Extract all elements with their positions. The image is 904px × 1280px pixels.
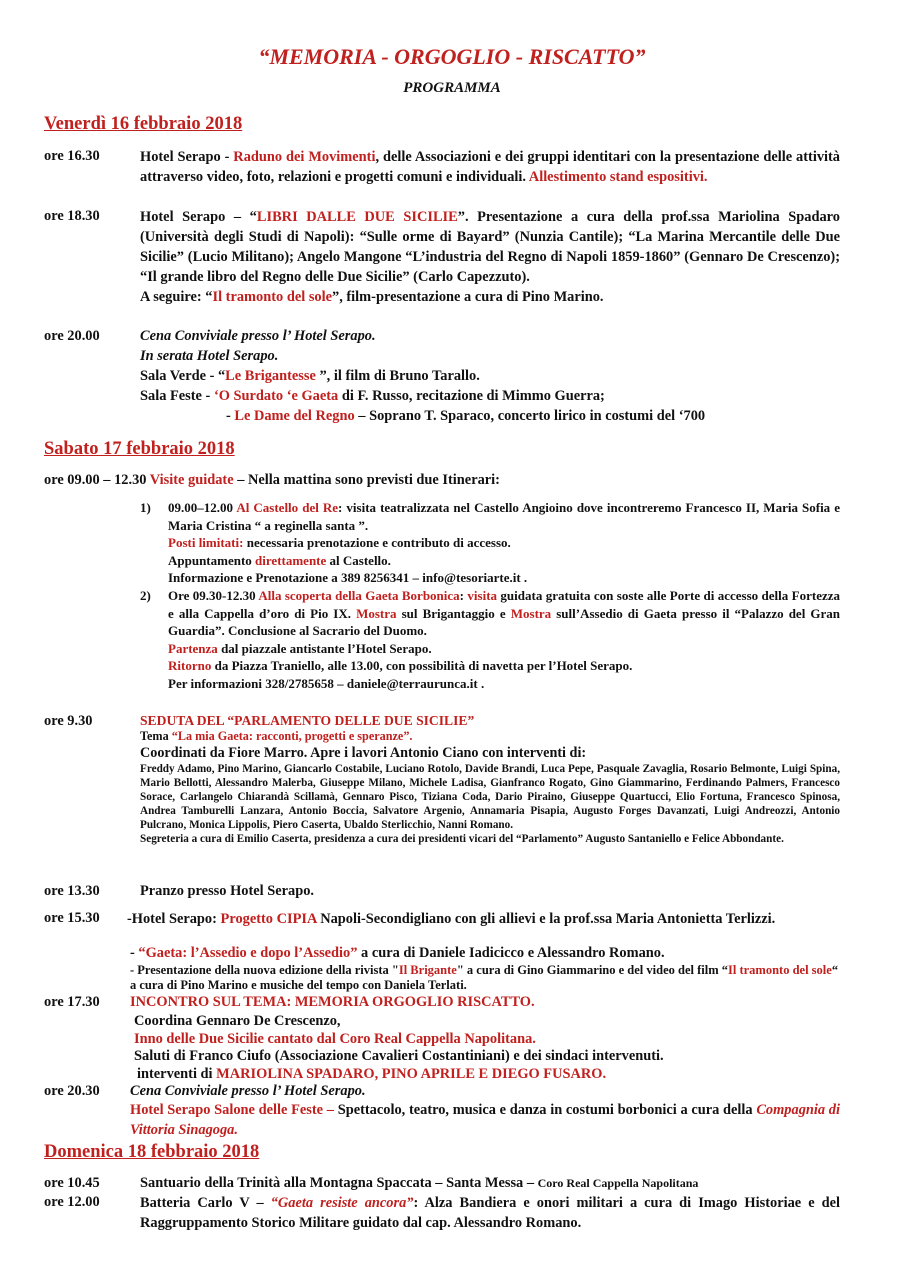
event-text: al Castello.	[326, 552, 391, 568]
event-sun-1200	[140, 1193, 840, 1233]
event-text: ”, il film di Bruno Tarallo.	[319, 368, 480, 384]
event-text: – Soprano T. Sparaco, concerto lirico in costumi del ‘700	[354, 408, 706, 424]
coordinators-line: Coordinati da Fiore Marro. Apre i lavori Antonio Ciano con interventi di:	[140, 745, 587, 761]
event-text: ”, film-presentazione a cura di Pino Marino.	[332, 289, 604, 305]
time-sat-1330: ore 13.30	[44, 883, 100, 899]
info-line: Informazione e Prenotazione a 389 8256341 – info@tesoriarte.it .	[168, 570, 528, 585]
event-highlight: Posti limitati:	[168, 535, 244, 550]
event-text: Tema	[140, 729, 172, 743]
event-text: ore 09.00 – 12.30	[44, 472, 150, 488]
event-text: Napoli-Secondigliano con gli allievi e la prof.ssa Maria Antonietta Terlizzi.	[316, 911, 776, 927]
brigante-line	[130, 963, 840, 993]
event-highlight: “Gaeta resiste ancora”	[270, 1195, 414, 1211]
interventi-line	[137, 1066, 606, 1083]
event-text: Santuario della Trinità alla Montagna Spaccata – Santa Messa –	[140, 1175, 538, 1191]
event-text: Hotel Serapo – “	[140, 209, 257, 225]
event-highlight: MARIOLINA SPADARO, PINO APRILE E DIEGO FUSARO.	[216, 1066, 607, 1082]
coordina-line: Coordina Gennaro De Crescenzo,	[134, 1013, 341, 1029]
event-highlight: Il tramonto del sole	[728, 963, 832, 977]
event-text: -	[226, 408, 235, 424]
event-text: ”. Presentazione a cura della prof.ssa Mariolina Spadaro (Università degli Studi di Napoli): “Sulle orme di Bayard” (Nunzia Cantile); “La Marina Mercantile delle Due Sicilie” (Lucio Militano); Angelo Mangone “L’industria del Regno di Napoli 1859-1860” (Gennaro De Crescenzo); “Il grande libro del Regno delle Due Sicilie” (Carlo Capezzuto).	[140, 209, 840, 285]
event-highlight: Le Brigantesse	[225, 368, 320, 384]
event-text: -Hotel Serapo:	[127, 911, 221, 927]
time-sat-2030: ore 20.30	[44, 1083, 100, 1099]
event-fri-1630	[140, 147, 840, 187]
event-text: “ a cura di Pino Marino e musiche del tempo con Daniela Terlati.	[130, 963, 839, 992]
event-text: sull’Assedio di Gaeta presso il “Palazzo del Gran Guardia”. Conclusione al Sacrario del Duomo.	[168, 605, 840, 638]
event-text: -	[130, 945, 139, 961]
event-text: : visita teatralizzata nel Castello Angioino dove incontreremo Francesco II, Maria Sofia e Maria Cristina “ a reginella santa ”.	[168, 500, 840, 533]
time-sun-1200: ore 12.00	[44, 1194, 100, 1210]
event-highlight: Le Dame del Regno	[234, 408, 355, 424]
event-text: Appuntamento	[168, 552, 256, 568]
event-text: , delle Associazioni e dei gruppi identitari con la presentazione delle attività attraverso video, foto, relazioni e progetti comuni e individuali.	[140, 149, 840, 185]
event-highlight: Mostra	[356, 605, 397, 621]
secretariat-line: Segreteria a cura di Emilio Caserta, presidenza a cura dei presidenti vicari del “Parlamento” Augusto Santaniello e Felice Abbondante.	[140, 833, 784, 845]
event-highlight: Hotel Serapo Salone delle Feste –	[130, 1102, 338, 1118]
salone-feste-block	[130, 1100, 840, 1140]
event-highlight: Mostra	[510, 605, 552, 621]
event-text: guidata gratuita con soste alle Porte di accesso della Fortezza e alla Cappella d’oro di Pio IX.	[168, 588, 841, 621]
page-title: “MEMORIA - ORGOGLIO - RISCATTO”	[258, 44, 646, 69]
event-text: Batteria Carlo V –	[140, 1195, 271, 1211]
event-text: di F. Russo, recitazione di Mimmo Guerra;	[338, 388, 605, 404]
event-highlight: Al Castello del Re	[236, 500, 339, 515]
time-fri-1630: ore 16.30	[44, 148, 100, 164]
event-text: necessaria prenotazione e contributo di accesso.	[243, 535, 511, 550]
event-highlight: Allestimento stand espositivi.	[528, 169, 708, 185]
event-text: interventi di	[137, 1066, 217, 1082]
visits-line	[44, 472, 500, 489]
dinner-note-sat: Cena Conviviale presso l’ Hotel Serapo.	[130, 1083, 366, 1099]
speakers-list: Freddy Adamo, Pino Marino, Giancarlo Costabile, Luciano Rotolo, Davide Brandi, Luca Pepe, Pasquale Zavaglia, Rosario Belmonte, Luigi Spina, Mario Bellotti, Alessandro Malerba, Giuseppe Milano, Michele Ladisa, Gianfranco Rogato, Gino Giammarino, Ferdinando Palmers, Francesco Sorace, Carlangelo Chiarandà Scillamà, Gennaro Pisco, Tiziana Coda, Dario Piraino, Giuseppe Quartucci, Elio Fortuna, Francesco Spinosa, Andrea Tamburelli Lanzara, Antonio Boccia, Salvatore Argenio, Annamaria Pisapia, Augusto Forges Davanzati, Luigi Andreozzi, Antonio Pulcrano, Monica Lippolis, Piero Caserta, Ubaldo Sterlicchio, Nanni Romano.	[140, 763, 840, 831]
event-highlight: Il tramonto del sole	[212, 289, 332, 305]
event-sat-1530	[127, 909, 840, 929]
list-number: 1)	[140, 500, 151, 515]
event-text: dal piazzale antistante l’Hotel Serapo.	[217, 640, 432, 656]
event-highlight: “La mia Gaeta: racconti, progetti e speranze”.	[171, 729, 413, 743]
event-fri-1830	[140, 207, 840, 307]
event-highlight: Visite guidate	[149, 472, 234, 488]
time-sat-0930: ore 9.30	[44, 713, 93, 729]
event-text: sul Brigantaggio e	[396, 605, 511, 621]
incontro-title: INCONTRO SUL TEMA: MEMORIA ORGOGLIO RISCATTO.	[130, 994, 535, 1010]
event-highlight: “Gaeta: l’Assedio e dopo l’Assedio”	[138, 945, 358, 961]
saluti-line: Saluti di Franco Ciufo (Associazione Cavalieri Costantiniani) e dei sindaci intervenuti.	[134, 1048, 664, 1064]
event-text: " a cura di Gino Giammarino e del video del film “	[456, 963, 728, 977]
inno-line: Inno delle Due Sicilie cantato dal Coro Real Cappella Napolitana.	[134, 1031, 536, 1047]
time-sat-1530: ore 15.30	[44, 910, 100, 926]
sala-verde-line	[140, 368, 480, 385]
parliament-title: SEDUTA DEL “PARLAMENTO DELLE DUE SICILIE”	[140, 713, 475, 728]
event-highlight: Il Brigante	[398, 963, 457, 977]
day-heading-friday: Venerdì 16 febbraio 2018	[44, 114, 243, 134]
messa-line	[140, 1175, 698, 1192]
list-number: 2)	[140, 588, 151, 603]
event-text: : Alza Bandiera e onori militari a cura di Imago Historiae e del Raggruppamento Storico Militare guidato dal cap. Alessandro Romano.	[140, 1195, 840, 1231]
event-text: :	[459, 588, 468, 603]
event-text: – Nella mattina sono previsti due Itinerari:	[233, 472, 500, 488]
event-highlight: Partenza	[168, 640, 218, 656]
dame-line	[226, 408, 705, 425]
event-text: Ore 09.30-12.30	[168, 588, 259, 603]
day-heading-sunday: Domenica 18 febbraio 2018	[44, 1142, 260, 1162]
event-highlight: direttamente	[255, 552, 327, 568]
event-text: da Piazza Traniello, alle 13.00, con possibilità di navetta per l’Hotel Serapo.	[211, 658, 633, 673]
event-text: - Presentazione della nuova edizione della rivista "	[130, 963, 399, 977]
event-highlight: Raduno dei Movimenti	[233, 149, 376, 165]
parliament-block	[140, 712, 840, 846]
event-highlight: LIBRI DALLE DUE SICILIE	[256, 209, 458, 225]
page-subtitle: PROGRAMMA	[403, 80, 501, 96]
time-sat-1730: ore 17.30	[44, 994, 100, 1010]
event-text: Spettacolo, teatro, musica e danza in costumi borbonici a cura della	[337, 1102, 757, 1118]
time-fri-1830: ore 18.30	[44, 208, 100, 224]
event-highlight: Compagnia di Vittoria Sinagoga.	[130, 1102, 840, 1138]
assedio-line	[130, 945, 665, 962]
event-highlight: ‘O Surdato ‘e Gaeta	[213, 388, 339, 404]
time-fri-2000: ore 20.00	[44, 328, 100, 344]
sala-feste-line	[140, 388, 605, 405]
event-highlight: Alla scoperta della Gaeta Borbonica	[258, 588, 460, 603]
itinerary-1	[140, 499, 840, 587]
event-text: 09.00–12.00	[168, 500, 237, 515]
event-highlight: visita	[467, 588, 498, 603]
event-text: a cura di Daniele Iadicicco e Alessandro Romano.	[357, 945, 665, 961]
event-text: Hotel Serapo -	[140, 149, 234, 165]
event-highlight: Ritorno	[168, 658, 212, 673]
event-highlight: Progetto CIPIA	[220, 911, 317, 927]
itinerary-2	[140, 587, 840, 692]
day-heading-saturday: Sabato 17 febbraio 2018	[44, 439, 235, 459]
time-sun-1045: ore 10.45	[44, 1175, 100, 1191]
event-text: Sala Feste -	[140, 388, 214, 404]
lunch-line: Pranzo presso Hotel Serapo.	[140, 883, 315, 899]
event-text: Coro Real Cappella Napolitana	[537, 1176, 699, 1190]
event-text: Sala Verde - “	[140, 368, 226, 384]
event-text: A seguire: “	[140, 289, 213, 305]
dinner-note: Cena Conviviale presso l’ Hotel Serapo.	[140, 328, 376, 344]
evening-note: In serata Hotel Serapo.	[140, 348, 279, 364]
info-line: Per informazioni 328/2785658 – daniele@terraurunca.it .	[168, 675, 485, 691]
